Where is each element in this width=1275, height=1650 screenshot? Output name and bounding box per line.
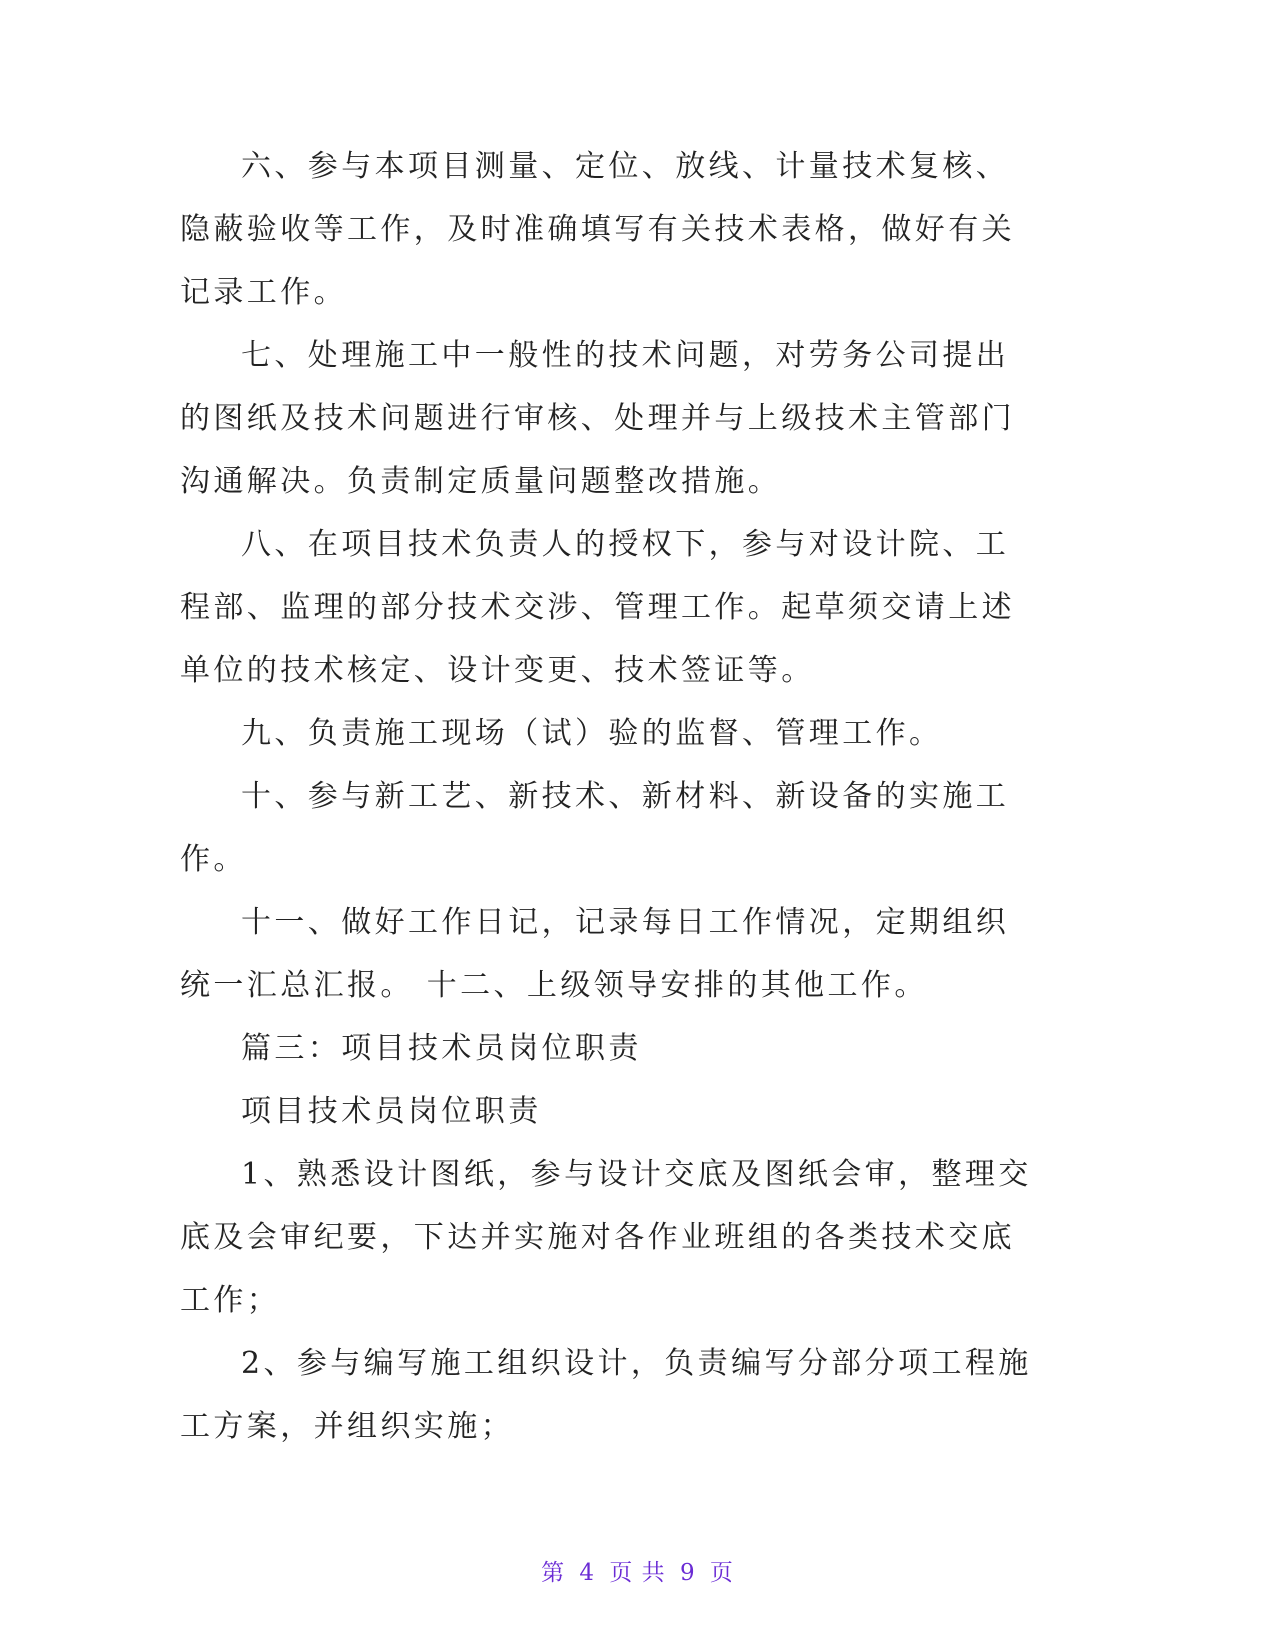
paragraph-item-6: 六、参与本项目测量、定位、放线、计量技术复核、隐蔽验收等工作，及时准确填写有关技术表格，做好有关记录工作。 [180,149,1015,310]
footer-suffix: 页 [709,1560,734,1586]
subsection-title: 项目技术员岗位职责 [241,1094,542,1129]
paragraph-item-8: 八、在项目技术负责人的授权下，参与对设计院、工程部、监理的部分技术交涉、管理工作。起草须交请上述单位的技术核定、设计变更、技术签证等。 [180,527,1015,688]
paragraph-item-10: 十、参与新工艺、新技术、新材料、新设备的实施工作。 [180,779,1010,877]
total-pages-number: 9 [679,1560,696,1586]
paragraph-item-9: 九、负责施工现场（试）验的监督、管理工作。 [241,716,943,751]
section-heading: 篇三：项目技术员岗位职责 [241,1031,642,1066]
document-body [180,135,1040,1458]
duty-item-2: 2、参与编写施工组织设计，负责编写分部分项工程施工方案，并组织实施； [180,1346,1032,1444]
paragraph-item-11: 十一、做好工作日记，记录每日工作情况，定期组织统一汇总汇报。 十二、上级领导安排的其他工作。 [180,905,1010,1003]
paragraph-item-7: 七、处理施工中一般性的技术问题，对劳务公司提出的图纸及技术问题进行审核、处理并与上级技术主管部门沟通解决。负责制定质量问题整改措施。 [180,338,1015,499]
current-page-number: 4 [579,1560,596,1586]
duty-item-1: 1、熟悉设计图纸，参与设计交底及图纸会审，整理交底及会审纪要，下达并实施对各作业班组的各类技术交底工作； [180,1157,1032,1318]
page-footer [0,1554,1275,1587]
footer-prefix: 第 [541,1560,566,1586]
footer-middle: 页 共 [609,1560,666,1586]
